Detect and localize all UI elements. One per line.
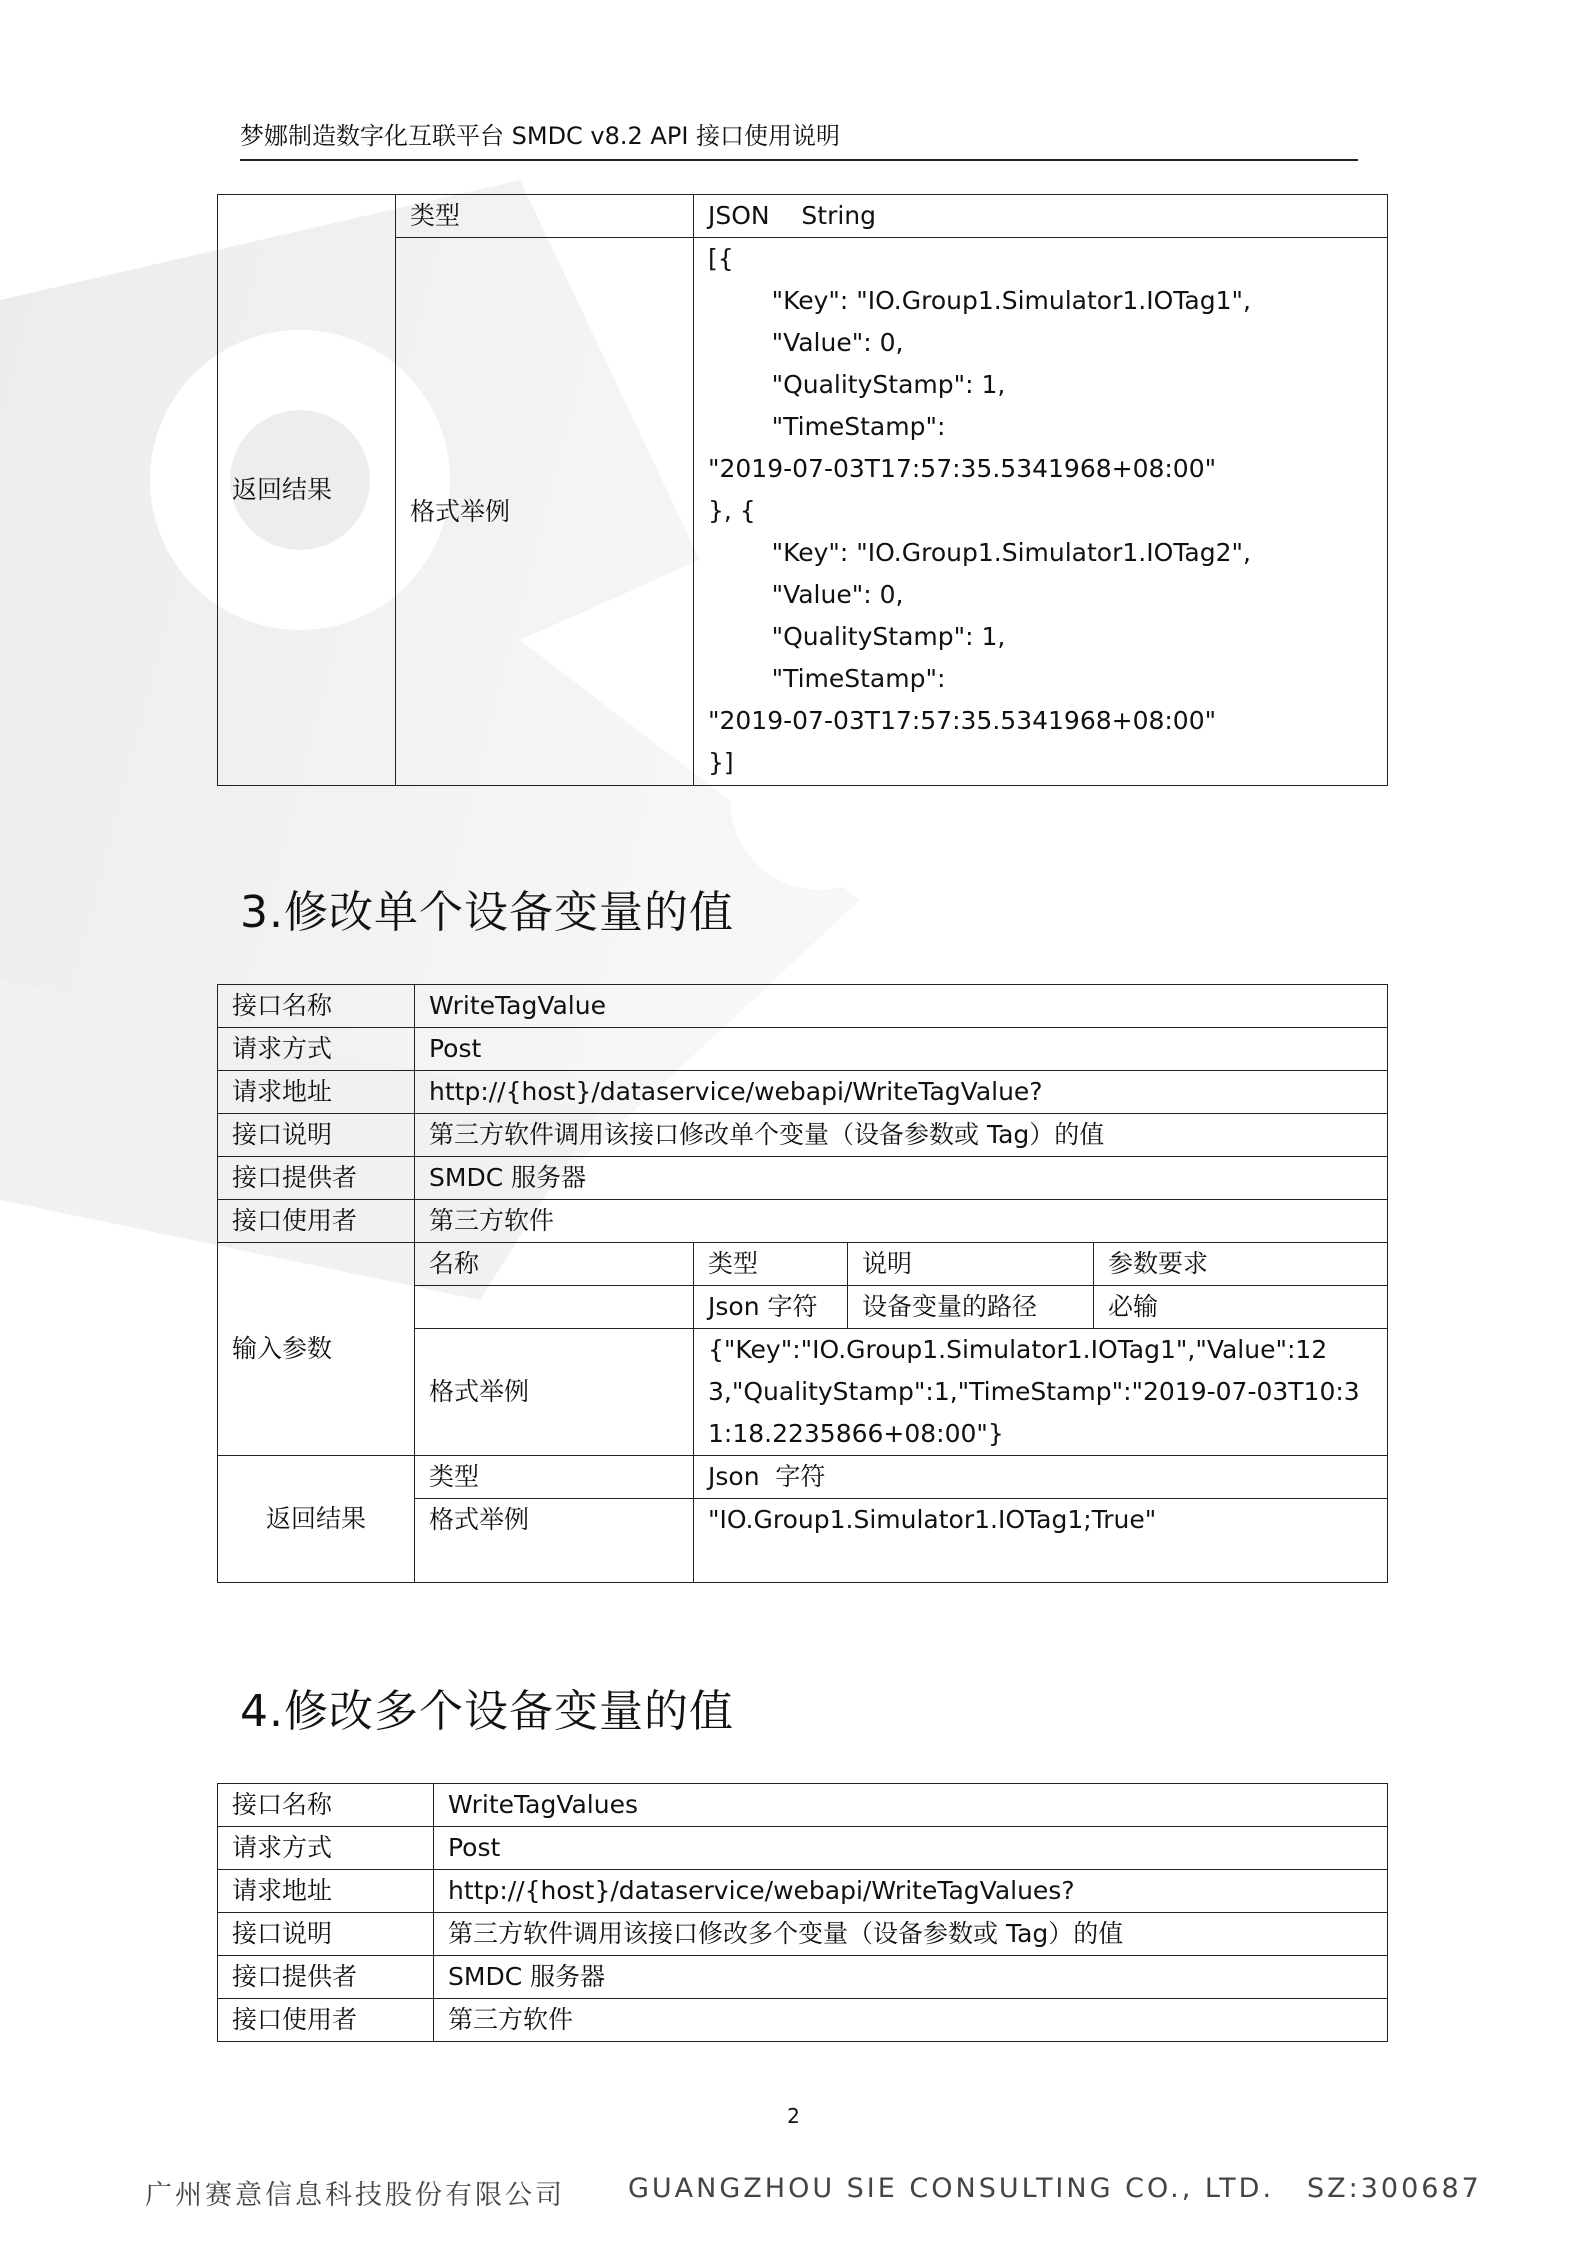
format-code-line: "Value": 0,: [708, 328, 904, 357]
footer-company-cn: 广州赛意信息科技股份有限公司: [145, 2180, 565, 2211]
param-header-desc: 说明: [848, 1243, 1094, 1286]
row-label: 请求方式: [218, 1028, 415, 1071]
format-code-line: "Key": "IO.Group1.Simulator1.IOTag1",: [708, 286, 1251, 315]
input-params-label: 输入参数: [218, 1243, 415, 1456]
row-label: 请求地址: [218, 1071, 415, 1114]
return-result-table: [217, 194, 1388, 786]
page-header: 梦娜制造数字化互联平台 SMDC v8.2 API 接口使用说明: [240, 116, 1358, 161]
param-type: Json 字符: [694, 1286, 848, 1329]
row-value: WriteTagValues: [434, 1784, 1388, 1827]
row-label: 接口使用者: [218, 1200, 415, 1243]
format-code-line: "2019-07-03T17:57:35.5341968+08:00": [708, 706, 1217, 735]
row-label: 接口名称: [218, 1784, 434, 1827]
param-header-name: 名称: [415, 1243, 694, 1286]
format-code-line: "Key": "IO.Group1.Simulator1.IOTag2",: [708, 538, 1251, 567]
row-label: 接口提供者: [218, 1157, 415, 1200]
param-header-type: 类型: [694, 1243, 848, 1286]
row-value: 第三方软件调用该接口修改多个变量（设备参数或 Tag）的值: [434, 1913, 1388, 1956]
param-header-required: 参数要求: [1094, 1243, 1388, 1286]
row-label: 接口说明: [218, 1913, 434, 1956]
row-value: SMDC 服务器: [415, 1157, 1388, 1200]
row-label: 请求方式: [218, 1827, 434, 1870]
write-tag-value-table: [217, 984, 1388, 1583]
return-result-label: 返回结果: [218, 1456, 415, 1583]
format-code-block: [708, 238, 1373, 784]
format-code-line: "QualityStamp": 1,: [708, 370, 1006, 399]
row-label: 请求地址: [218, 1870, 434, 1913]
return-type-label: 类型: [415, 1456, 694, 1499]
section3-title: 3.修改单个设备变量的值: [240, 887, 734, 938]
format-code-line: "Value": 0,: [708, 580, 904, 609]
row-label: 接口说明: [218, 1114, 415, 1157]
row-value: 第三方软件调用该接口修改单个变量（设备参数或 Tag）的值: [415, 1114, 1388, 1157]
write-tag-values-table: [217, 1783, 1388, 2042]
row-value: 第三方软件: [415, 1200, 1388, 1243]
format-code-line: "TimeStamp":: [708, 412, 946, 441]
page-number: 2: [787, 2104, 800, 2128]
format-code-line: "TimeStamp":: [708, 664, 946, 693]
row-value: WriteTagValue: [415, 985, 1388, 1028]
format-code-line: "QualityStamp": 1,: [708, 622, 1006, 651]
param-name: [415, 1286, 694, 1329]
format-label: 格式举例: [396, 238, 694, 786]
format-code-line: [{: [708, 244, 734, 273]
page-footer: [0, 2173, 1587, 2213]
param-desc: 设备变量的路径: [848, 1286, 1094, 1329]
return-type-value: Json 字符: [694, 1456, 1388, 1499]
row-value: http://{host}/dataservice/webapi/WriteTagValues?: [434, 1870, 1388, 1913]
return-result-label: 返回结果: [218, 195, 396, 786]
row-label: 接口使用者: [218, 1999, 434, 2042]
row-value: Post: [415, 1028, 1388, 1071]
row-label: 接口提供者: [218, 1956, 434, 1999]
format-example: [694, 238, 1388, 786]
format-code-line: "2019-07-03T17:57:35.5341968+08:00": [708, 454, 1217, 483]
footer-company-en: GUANGZHOU SIE CONSULTING CO., LTD.: [628, 2173, 1275, 2204]
return-format-example: "IO.Group1.Simulator1.IOTag1;True": [694, 1499, 1388, 1583]
section4-title: 4.修改多个设备变量的值: [240, 1686, 734, 1737]
return-format-label: 格式举例: [415, 1499, 694, 1583]
type-value: JSON String: [694, 195, 1388, 238]
row-label: 接口名称: [218, 985, 415, 1028]
input-format-label: 格式举例: [415, 1329, 694, 1456]
row-value: 第三方软件: [434, 1999, 1388, 2042]
param-required: 必输: [1094, 1286, 1388, 1329]
row-value: SMDC 服务器: [434, 1956, 1388, 1999]
input-format-example: {"Key":"IO.Group1.Simulator1.IOTag1","Value":123,"QualityStamp":1,"TimeStamp":"2019-07-03T10:31:18.2235866+08:00"}: [694, 1329, 1388, 1456]
format-code-line: }]: [708, 748, 734, 777]
row-value: Post: [434, 1827, 1388, 1870]
footer-stock-code: SZ:300687: [1307, 2173, 1482, 2204]
format-code-line: }, {: [708, 496, 756, 525]
type-label: 类型: [396, 195, 694, 238]
row-value: http://{host}/dataservice/webapi/WriteTagValue?: [415, 1071, 1388, 1114]
